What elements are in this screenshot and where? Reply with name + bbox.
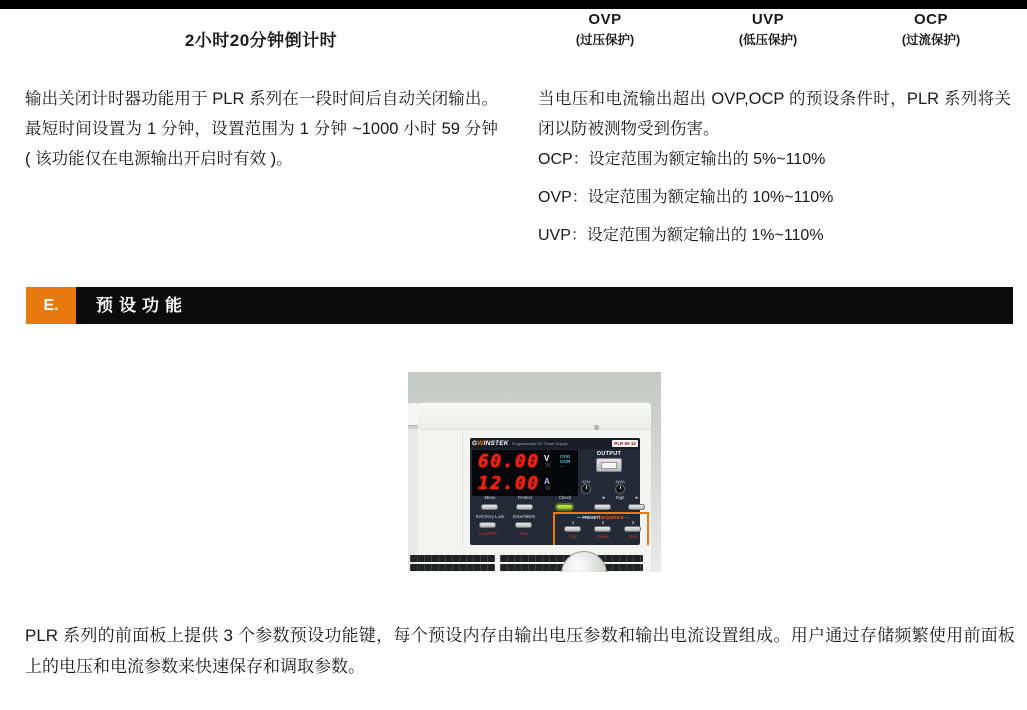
protection-paragraph: 当电压和电流输出超出 OVP,OCP 的预设条件时，PLR 系列将关闭以防被测物受到伤害。 <box>538 90 1011 138</box>
section-index-badge: E. <box>26 287 76 324</box>
stop-sublabel: Stop <box>568 534 578 539</box>
model-badge: PLR 60-12 <box>614 441 636 446</box>
start-sublabel: Start <box>628 534 638 539</box>
ovp-name: (过压保护) <box>575 33 635 47</box>
output-label: OUTPUT <box>596 451 622 457</box>
range-line-uvp: UVP：设定范围为额定输出的 1%~110% <box>538 227 824 244</box>
seven-segment-display <box>472 450 578 496</box>
device-side <box>408 429 418 572</box>
arrow-right-icon: ► <box>634 495 640 500</box>
protect-button <box>516 504 533 510</box>
panel-header <box>470 438 640 449</box>
indicator-dash: — <box>560 464 565 469</box>
range-line-ocp: OCP：设定范围为额定输出的 5%~110% <box>538 151 826 168</box>
menu-button <box>481 504 498 510</box>
preset2-number: 2 <box>601 520 605 525</box>
digit-right-button <box>628 504 645 510</box>
vent-grille <box>410 555 495 562</box>
watt-label-bottom: W <box>545 486 551 492</box>
voltage-readout: 60.00 <box>478 451 540 472</box>
status-indicators <box>560 454 570 469</box>
uvp-name: (低压保护) <box>738 33 798 47</box>
enter-mem-label: Enter/MEM <box>513 514 535 519</box>
countdown-title: 2小时20分钟倒计时 <box>184 31 338 50</box>
enter-mem-button <box>515 522 532 528</box>
current-knob <box>615 484 625 494</box>
check-button <box>556 504 573 510</box>
brand-logo: GWINSTEK <box>472 440 509 447</box>
screw-icon <box>594 425 599 430</box>
esc-keylock-button <box>479 522 496 528</box>
voltage-knob <box>581 484 591 494</box>
voltage-knob-label: V(%) <box>581 479 591 484</box>
volt-unit: V <box>544 454 550 463</box>
section-header-bar <box>26 287 1013 324</box>
current-knob-label: A(W) <box>615 479 625 484</box>
vent-grille <box>410 564 495 571</box>
preset3-number: 3 <box>631 520 635 525</box>
device-top-deck <box>418 402 651 430</box>
step-sublabel: Step <box>519 531 529 536</box>
cv-indicator: CV/G <box>560 454 571 459</box>
digit-label: Digit <box>615 495 625 500</box>
esc-keylock-label: ESC/Key Lock <box>476 514 505 519</box>
output-button <box>596 458 622 472</box>
device-handle <box>408 403 418 425</box>
ocp-abbr: OCP <box>913 11 948 28</box>
top-black-bar <box>0 0 1027 9</box>
protection-col-ocp <box>856 11 1006 48</box>
brand-tagline: Programmable DC Power Supply <box>511 441 568 446</box>
protection-ranges <box>538 149 1011 263</box>
watt-label-top: W <box>545 463 551 469</box>
face-seam-line <box>462 432 463 545</box>
menu-button-label: Menu <box>484 495 496 500</box>
preset-sequence-label: — PRESET/SEQUENCE — <box>576 515 630 520</box>
lower-bezel <box>418 545 651 554</box>
cc-indicator: CC/R <box>560 459 571 464</box>
curr-unit: A <box>544 477 550 486</box>
pause-sublabel: Pause <box>597 534 609 539</box>
ovp-abbr: OVP <box>588 11 622 28</box>
check-button-label: Check <box>558 495 572 500</box>
timer-paragraph: 输出关闭计时器功能用于 PLR 系列在一段时间后自动关闭输出。最短时间设置为 1 分钟，设置范围为 1 分钟 ~1000 小时 59 分钟 ( 该功能仅在电源输出开启时有效 )。 <box>25 90 498 168</box>
preset1-number: 1 <box>571 520 575 525</box>
preset-highlight-box <box>553 512 649 549</box>
section-title: 预设功能 <box>96 296 188 315</box>
uvp-abbr: UVP <box>751 11 785 28</box>
ocp-name: (过流保护) <box>901 33 961 47</box>
range-line-ovp: OVP：设定范围为额定输出的 10%~110% <box>538 189 834 206</box>
arrow-left-icon: ◄ <box>600 495 606 500</box>
lock-prt-sublabel: Lock/PRT <box>478 531 498 536</box>
sequence-label: SEQUENCE — <box>600 515 630 520</box>
protection-col-ovp <box>530 11 680 48</box>
current-readout: 12.00 <box>478 473 540 494</box>
preset-description-paragraph: PLR 系列的前面板上提供 3 个参数预设功能键，每个预设内存由输出电压参数和输出电流设置组成。用户通过存储频繁使用前面板上的电压和电流参数来快速保存和调取参数。 <box>25 626 1015 676</box>
product-photo <box>408 372 661 572</box>
protect-button-label: Protect <box>518 495 532 500</box>
brand-w-mark: W <box>477 440 484 447</box>
digit-left-button <box>594 504 611 510</box>
protection-col-uvp <box>693 11 843 48</box>
